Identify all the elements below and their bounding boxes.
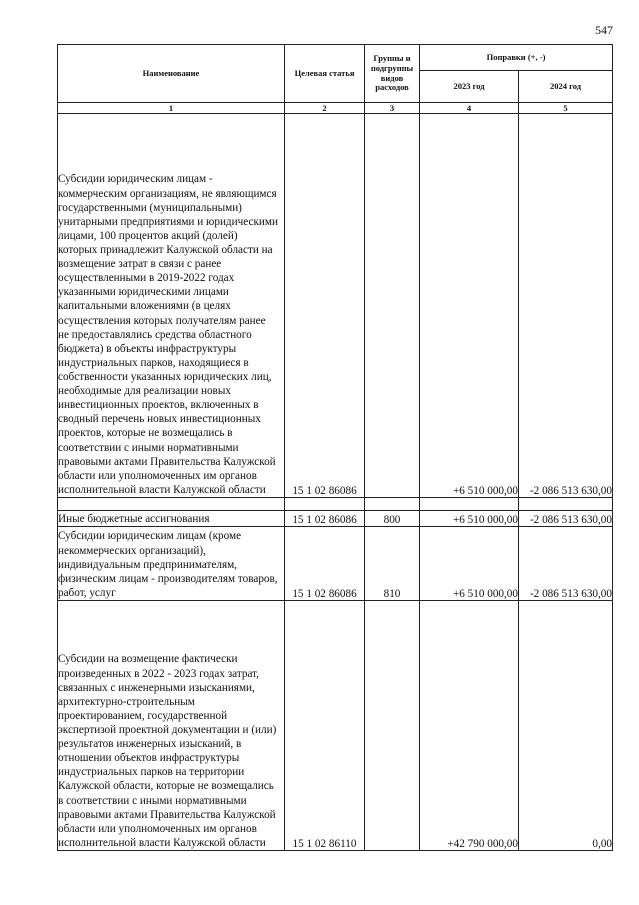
row-expense-group — [365, 601, 420, 851]
row-amount-2024: 0,00 — [519, 601, 613, 851]
row-target-article: 15 1 02 86086 — [285, 114, 365, 498]
budget-amendments-table — [57, 44, 613, 851]
table-row — [58, 601, 613, 851]
row-name: Субсидии на возмещение фактически произведенных в 2022 - 2023 годах затрат, связанных с инженерными изысканиями, архитектурно-строительным проектированием, государственной экспертизой проектной документации и (или) результатов инженерных изысканий, в отношении объектов инфраструктуры индустриальных парков на территории Калужской области, которые не возмещались в соответствии с иными нормативными правовыми актами Правительства Калужской области или уполномоченных им органов исполнительной власти Калужской области — [58, 653, 277, 849]
row-expense-group: 800 — [365, 511, 420, 527]
row-name: Субсидии юридическим лицам - коммерческим организациям, не являющимся государственными (муниципальными) унитарными предприятиями и юридическими лицами, 100 процентов акций (долей) которых принадлежит Калужской области на возмещение затрат в связи с ранее осуществленными в 2019-2022 годах указанными юридическими лицами капитальными вложениями (в целях осуществления которых получателям ранее не предоставлялись средства областного бюджета) в объекты инфраструктуры индустриальных парков, находящиеся в собственности указанных юридических лиц, необходимые для реализации новых инвестиционных проектов, включенных в сводный перечень новых инвестиционных проектов, которые не возмещались в соответствии с иными нормативными правовыми актами Правительства Калужской области или уполномоченных им органов исполнительной власти Калужской области — [58, 173, 278, 496]
header-expense-groups: Группы и подгруппы видов расходов — [365, 45, 420, 103]
row-target-article: 15 1 02 86086 — [285, 527, 365, 601]
header-year-2023: 2023 год — [420, 71, 519, 103]
row-name: Субсидии юридическим лицам (кроме некоммерческих организаций), индивидуальным предпринимателям, физическим лицам - производителям товаров, работ, услуг — [58, 530, 278, 599]
row-amount-2024: -2 086 513 630,00 — [519, 527, 613, 601]
table-row — [58, 114, 613, 498]
header-target-article: Целевая статья — [285, 45, 365, 103]
row-target-article: 15 1 02 86086 — [285, 511, 365, 527]
row-expense-group — [365, 114, 420, 498]
row-amount-2023: +42 790 000,00 — [420, 601, 519, 851]
column-number: 3 — [365, 103, 420, 114]
column-number: 5 — [519, 103, 613, 114]
column-number: 2 — [285, 103, 365, 114]
table-spacer-row — [58, 498, 613, 511]
column-number: 4 — [420, 103, 519, 114]
table-row — [58, 511, 613, 527]
row-amount-2023: +6 510 000,00 — [420, 511, 519, 527]
page-number: 547 — [595, 23, 613, 37]
header-year-2024: 2024 год — [519, 71, 613, 103]
table-row — [58, 527, 613, 601]
column-number: 1 — [58, 103, 285, 114]
column-number-row — [58, 103, 613, 114]
row-amount-2023: +6 510 000,00 — [420, 114, 519, 498]
header-name: Наименование — [58, 45, 285, 103]
row-name: Иные бюджетные ассигнования — [58, 512, 210, 525]
row-amount-2024: -2 086 513 630,00 — [519, 114, 613, 498]
header-amendments: Поправки (+, -) — [420, 45, 613, 71]
row-amount-2023: +6 510 000,00 — [420, 527, 519, 601]
row-amount-2024: -2 086 513 630,00 — [519, 511, 613, 527]
row-target-article: 15 1 02 86110 — [285, 601, 365, 851]
row-expense-group: 810 — [365, 527, 420, 601]
